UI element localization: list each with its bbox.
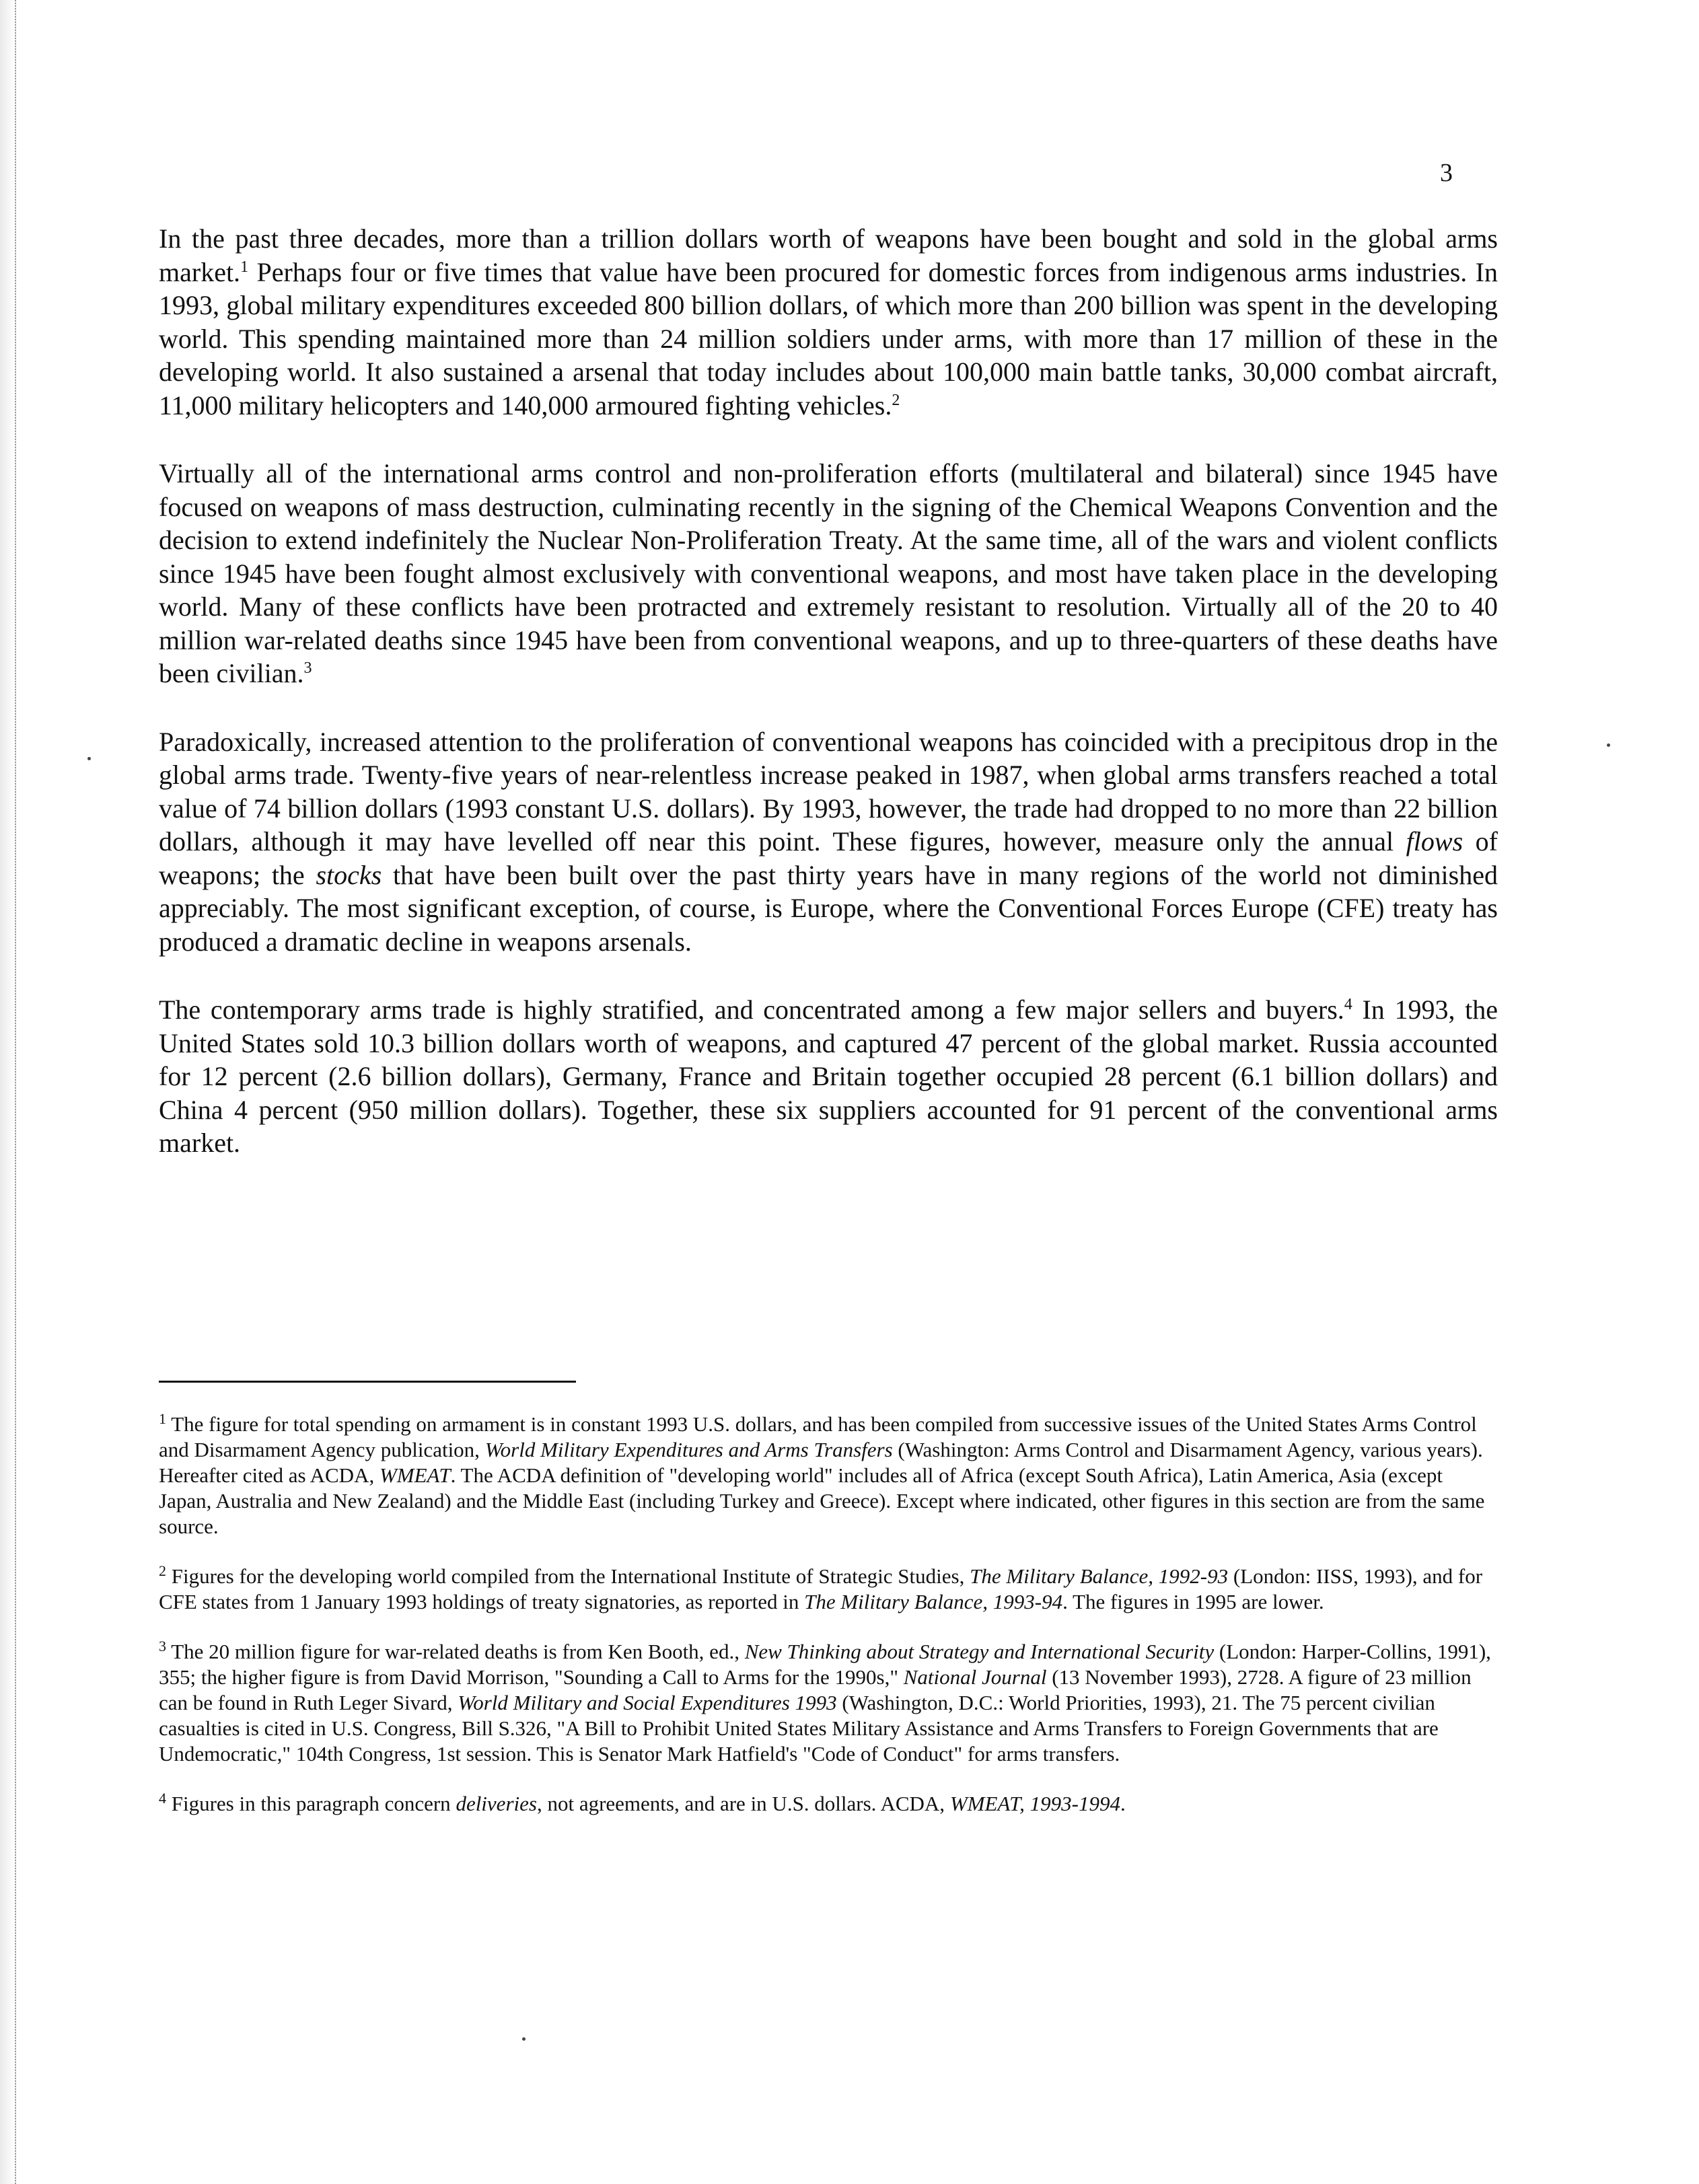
text-run: of weapons; the [159, 826, 1498, 890]
scan-speck [1607, 743, 1610, 747]
text-run: The figure for total spending on armament is in constant 1993 U.S. dollars, and has been compiled from successive issues of the United States Arms Control and Disarmament Agency publication, [159, 1412, 1477, 1461]
footnote-ref: 4 [159, 1790, 166, 1807]
footnote-ref: 3 [303, 659, 312, 677]
text-run: (London: Harper-Collins, 1991), 355; the higher figure is from David Morrison, "Sounding a Call to Arms for the 1990s," [159, 1640, 1491, 1689]
paragraph [159, 457, 1498, 690]
footnotes [159, 1412, 1498, 1841]
italic-text: deliveries [456, 1792, 537, 1815]
footnote [159, 1564, 1498, 1615]
scan-binding-edge [0, 0, 16, 2184]
text-run: Perhaps four or five times that value have been procured for domestic forces from indigenous arms industries. In 1993, global military expenditures exceeded 800 billion dollars, of which more than 200 billion was spent in the developing world. This spending maintained more than 24 million soldiers under arms, with more than 17 million of these in the developing world. It also sustained a arsenal that today includes about 100,000 main battle tanks, 30,000 combat aircraft, 11,000 military helicopters and 140,000 armoured fighting vehicles. [159, 256, 1498, 421]
italic-text: World Military Expenditures and Arms Transfers [484, 1438, 893, 1461]
footnote [159, 1412, 1498, 1539]
text-run: . The ACDA definition of "developing world" includes all of Africa (except South Africa), Latin America, Asia (except Japan, Australia and New Zealand) and the Middle East (including Turkey and Greece). Except where indicated, other figures in this section are from the same source. [159, 1463, 1485, 1538]
paragraph [159, 222, 1498, 422]
paragraph [159, 725, 1498, 959]
text-run: , not agreements, and are in U.S. dollars. ACDA, [536, 1792, 950, 1815]
text-run: that have been built over the past thirty years have in many regions of the world not diminished appreciably. The most significant exception, of course, is Europe, where the Conventional Forces Europe (CFE) treaty has produced a dramatic decline in weapons arsenals. [159, 859, 1498, 957]
text-run: In 1993, the United States sold 10.3 billion dollars worth of weapons, and captured 47 percent of the global market. Russia accounted for 12 percent (2.6 billion dollars), Germany, France and Britain together occupied 28 percent (6.1 billion dollars) and China 4 percent (950 million dollars). Together, these six suppliers accounted for 91 percent of the conventional arms market. [159, 994, 1498, 1158]
italic-text: WMEAT [379, 1463, 451, 1487]
italic-text: stocks [316, 859, 382, 890]
text-run: In the past three decades, more than a trillion dollars worth of weapons have been bought and sold in the global arms market. [159, 223, 1498, 287]
italic-text: World Military and Social Expenditures 1993 [458, 1691, 837, 1714]
footnote-separator [159, 1381, 576, 1383]
footnote-ref: 3 [159, 1638, 166, 1654]
text-run: Paradoxically, increased attention to the proliferation of conventional weapons has coincided with a precipitous drop in the global arms trade. Twenty-five years of near-relentless increase peaked in 1987, when global arms transfers reached a total value of 74 billion dollars (1993 constant U.S. dollars). By 1993, however, the trade had dropped to no more than 22 billion dollars, although it may have levelled off near this point. These figures, however, measure only the annual [159, 726, 1498, 857]
italic-text: WMEAT, 1993-1994 [949, 1792, 1120, 1815]
footnote-ref: 1 [159, 1410, 166, 1427]
text-run: The 20 million figure for war-related deaths is from Ken Booth, ed., [166, 1640, 745, 1663]
italic-text: flows [1406, 826, 1463, 857]
footnote-ref: 2 [892, 391, 900, 409]
paragraph [159, 993, 1498, 1160]
text-run: . [1120, 1792, 1126, 1815]
italic-text: The Military Balance, 1992-93 [970, 1564, 1229, 1588]
text-run: Virtually all of the international arms control and non-proliferation efforts (multilateral and bilateral) since 1945 have focused on weapons of mass destruction, culminating recently in the signing of the Chemical Weapons Convention and the decision to extend indefinitely the Nuclear Non-Proliferation Treaty. At the same time, all of the wars and violent conflicts since 1945 have been fought almost exclusively with conventional weapons, and most have taken place in the developing world. Many of these conflicts have been protracted and extremely resistant to resolution. Virtually all of the 20 to 40 million war-related deaths since 1945 have been from conventional weapons, and up to three-quarters of these deaths have been civilian. [159, 458, 1498, 688]
body-text [159, 222, 1498, 1195]
italic-text: National Journal [903, 1665, 1047, 1689]
text-run: (13 November 1993), 2728. A figure of 23 million can be found in Ruth Leger Sivard, [159, 1665, 1472, 1714]
page-number: 3 [1440, 159, 1453, 187]
footnote-ref: 2 [159, 1562, 166, 1579]
text-run: (Washington, D.C.: World Priorities, 1993), 21. The 75 percent civilian casualties is cited in U.S. Congress, Bill S.326, "A Bill to Prohibit United States Military Assistance and Arms Transfers to Foreign Governments that are Undemocratic," 104th Congress, 1st session. This is Senator Mark Hatfield's "Code of Conduct" for arms transfers. [159, 1691, 1439, 1766]
footnote [159, 1639, 1498, 1767]
text-run: Figures in this paragraph concern [166, 1792, 456, 1815]
scan-speck [87, 757, 91, 760]
footnote [159, 1791, 1498, 1817]
text-run: (London: IISS, 1993), and for CFE states from 1 January 1993 holdings of treaty signatories, as reported in [159, 1564, 1483, 1613]
scan-speck [522, 2037, 526, 2041]
text-run: . The figures in 1995 are lower. [1062, 1590, 1324, 1613]
footnote-ref: 1 [240, 258, 249, 276]
italic-text: The Military Balance, 1993-94 [804, 1590, 1063, 1613]
italic-text: New Thinking about Strategy and International Security [744, 1640, 1215, 1663]
text-run: The contemporary arms trade is highly stratified, and concentrated among a few major sellers and buyers. [159, 994, 1344, 1025]
footnote-ref: 4 [1344, 996, 1352, 1013]
text-run: Figures for the developing world compiled from the International Institute of Strategic Studies, [166, 1564, 970, 1588]
text-run: (Washington: Arms Control and Disarmament Agency, various years). Hereafter cited as ACDA, [159, 1438, 1483, 1487]
